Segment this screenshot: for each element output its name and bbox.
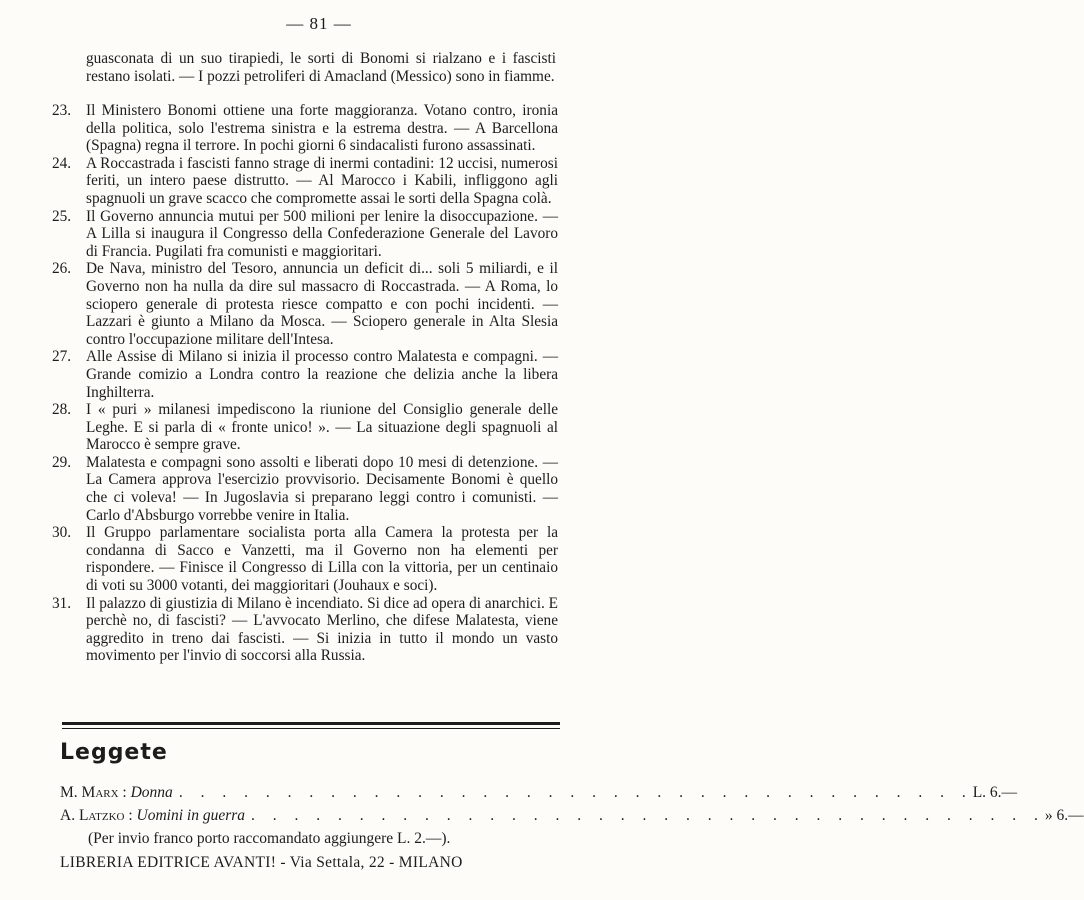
entry-number: 30.	[52, 524, 72, 542]
entry-29	[52, 454, 558, 524]
entry-number: 25.	[52, 207, 72, 225]
section-divider	[62, 722, 560, 729]
divider-thin-rule	[62, 728, 560, 729]
entry-26	[52, 260, 558, 348]
entry-27	[52, 348, 558, 401]
entry-number: 24.	[52, 154, 72, 172]
shipping-note: (Per invio franco porto raccomandato aggiungere L. 2.—).	[88, 830, 451, 847]
book-item	[60, 807, 1084, 830]
entry-number: 23.	[52, 102, 72, 119]
entry-text: De Nava, ministro del Tesoro, annuncia un deficit di... soli 5 miliardi, e il Governo non ha nulla da dire sul massacro di Roccastrada. — A Roma, lo sciopero generale di protesta riesce compatto e con pochi incidenti. — Lazzari è giunto a Milano da Mosca. — Sciopero generale in Alta Slesia contro l'occupazione militare dell'Intesa.	[86, 260, 558, 348]
entry-text: A Roccastrada i fascisti fanno strage di inermi contadini: 12 uccisi, numerosi feriti, un intero paese distrutto. — Al Marocco i Kabili, infliggono agli spagnuoli un grave scacco che compromette assai le sorti della Spagna colà.	[86, 154, 558, 207]
book-price: » 6.—	[1044, 807, 1084, 824]
entry-text: Il Gruppo parlamentare socialista porta alla Camera la protesta per la condanna di Sacco e Vanzetti, ma il Governo non ha elementi per rispondere. — Finisce il Congresso di Lilla con la vittoria, per un centinaio di voti su 3000 votanti, dei maggioritari (Jouhaux e soci).	[86, 524, 558, 595]
book-author: M. Marx	[60, 784, 119, 801]
intro-paragraph: guasconata di un suo tirapiedi, le sorti di Bonomi si rialzano e i fascisti restano isolati. — I pozzi petroliferi di Amacland (Messico) sono in fiamme.	[86, 50, 556, 85]
entry-number: 28.	[52, 401, 72, 419]
entry-24	[52, 155, 558, 208]
page-number: — 81 —	[286, 14, 352, 33]
book-price: L. 6.—	[972, 784, 1018, 801]
entry-text: Il palazzo di giustizia di Milano è incendiato. Si dice ad opera di anarchici. E perchè no, di fascisti? — L'avvocato Merlino, che difese Malatesta, viene aggredito in treno dai fascisti. — Si inizia in tutto il mondo un vasto movimento per l'invio di soccorsi alla Russia.	[86, 594, 558, 665]
chronology-entries	[52, 102, 558, 665]
entry-25	[52, 208, 558, 261]
entry-text: Il Governo annuncia mutui per 500 milioni per lenire la disoccupazione. — A Lilla si inaugura il Congresso della Confederazione Generale del Lavoro di Francia. Pugilati fra comunisti e maggioritari.	[86, 207, 558, 260]
entry-31	[52, 595, 558, 665]
book-item	[60, 784, 1018, 807]
advert-heading: Leggete	[60, 740, 168, 765]
entry-text: Malatesta e compagni sono assolti e liberati dopo 10 mesi di detenzione. — La Camera approva l'esercizio provvisorio. Decisamente Bonomi è quello che ci voleva! — In Jugoslavia si preparano leggi contro i comunisti. — Carlo d'Absburgo vorrebbe venire in Italia.	[86, 453, 558, 524]
entry-text: Alle Assise di Milano si inizia il processo contro Malatesta e compagni. — Grande comizio a Londra contro la reazione che delizia anche la libera Inghilterra.	[86, 348, 558, 401]
book-author: A. Latzko	[60, 807, 125, 824]
publisher-line: LIBRERIA EDITRICE AVANTI! - Via Settala, 22 - MILANO	[60, 854, 463, 871]
book-title: Uomini in guerra	[136, 807, 246, 824]
book-title: Donna	[130, 784, 173, 801]
entry-text: I « puri » milanesi impediscono la riunione del Consiglio generale delle Leghe. E si parla di « fronte unico! ». — La situazione degli spagnuoli al Marocco è sempre grave.	[86, 401, 558, 454]
entry-number: 31.	[52, 594, 72, 612]
book-author-separator: :	[118, 784, 131, 801]
entry-23	[52, 102, 558, 155]
book-list	[60, 784, 1084, 830]
entry-number: 29.	[52, 453, 72, 471]
entry-text: Il Ministero Bonomi ottiene una forte maggioranza. Votano contro, ironia della politica, solo l'estrema sinistra e la estrema destra. — A Barcellona (Spagna) regna il terrore. In pochi giorni 6 sindacalisti furono assassinati.	[86, 102, 558, 155]
entry-30	[52, 524, 558, 594]
entry-number: 26.	[52, 260, 72, 278]
book-author-separator: :	[124, 807, 137, 824]
entry-number: 27.	[52, 348, 72, 366]
entry-28	[52, 401, 558, 454]
dot-leader: . . . . . . . . . . . . . . . . . . . . . . . . . . . . . . . . . . . . .	[251, 807, 1045, 824]
dot-leader: . . . . . . . . . . . . . . . . . . . . . . . . . . . . . . . . . . . . .	[178, 784, 973, 801]
divider-thick-rule	[62, 722, 560, 725]
